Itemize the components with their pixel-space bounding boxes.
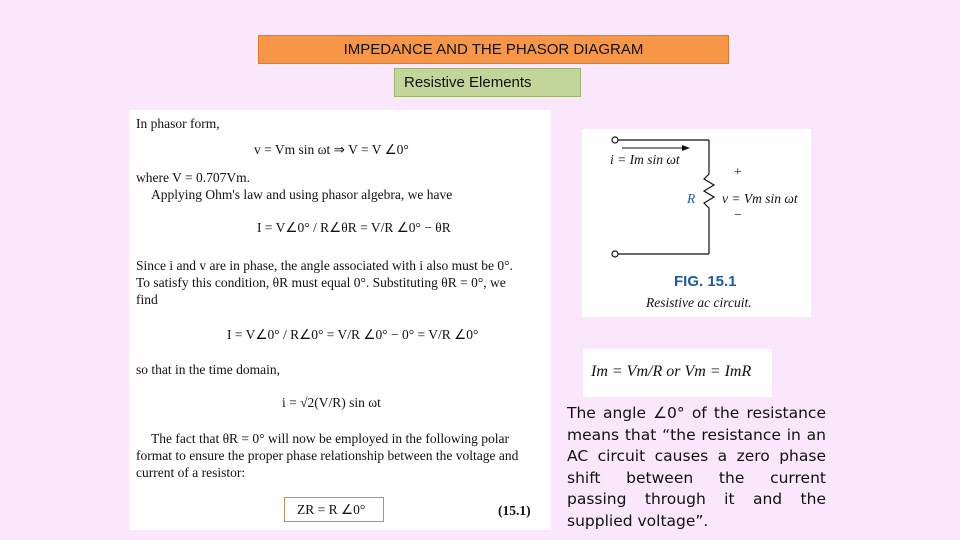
fact-text-3: current of a resistor: [136,465,246,480]
boxed-impedance-equation: ZR = R ∠0° [284,497,384,522]
explanation-text: The angle ∠0° of the resistance means that “the resistance in an AC circuit causes a zero phase shift between the current passing through it and the supplied voltage”. [567,404,826,530]
equation-phasor-form: v = Vm sin ωt ⇒ V = V ∠0° [254,142,409,157]
equation-current-phasor: I = V∠0° / R∠θR = V/R ∠0° − θR [257,220,451,235]
resistor-zigzag [704,140,714,254]
plus-sign: + [734,164,742,179]
fact-text-1: The fact that θR = 0° will now be employed in the following polar [151,431,510,446]
phase-text-1: Since i and v are in phase, the angle associated with i also must be 0°. [136,258,513,273]
voltage-label: v = Vm sin ωt [722,191,798,206]
equation-time-domain: i = √2(V/R) sin ωt [282,395,381,410]
figure-title: FIG. 15.1 [674,273,737,290]
ohm-relation-box [583,349,772,397]
terminal-bottom [612,251,618,257]
slide-subtitle: Resistive Elements [394,68,581,97]
resistor-label: R [687,191,696,206]
ohm-relation-equation: Im = Vm/R or Vm = ImR [591,363,752,380]
current-label: i = Im sin ωt [610,152,680,167]
slide-title: IMPEDANCE AND THE PHASOR DIAGRAM [258,35,729,64]
phase-text-3: find [136,292,158,307]
where-text: where V = 0.707Vm. [136,170,250,185]
time-domain-text: so that in the time domain, [136,362,280,377]
figure-caption: Resistive ac circuit. [646,295,752,310]
textbook-excerpt [129,110,551,530]
circuit-figure [582,129,811,317]
equation-current-zero: I = V∠0° / R∠0° = V/R ∠0° − 0° = V/R ∠0° [227,327,479,342]
phase-text-2: To satisfy this condition, θR must equal 0°. Substituting θR = 0°, we [136,275,506,290]
intro-text: In phasor form, [136,116,220,131]
minus-sign: − [734,207,742,222]
equation-number: (15.1) [498,503,531,518]
ohm-law-text: Applying Ohm's law and using phasor algebra, we have [151,187,453,202]
fact-text-2: format to ensure the proper phase relationship between the voltage and [136,448,519,463]
terminal-top [612,137,618,143]
